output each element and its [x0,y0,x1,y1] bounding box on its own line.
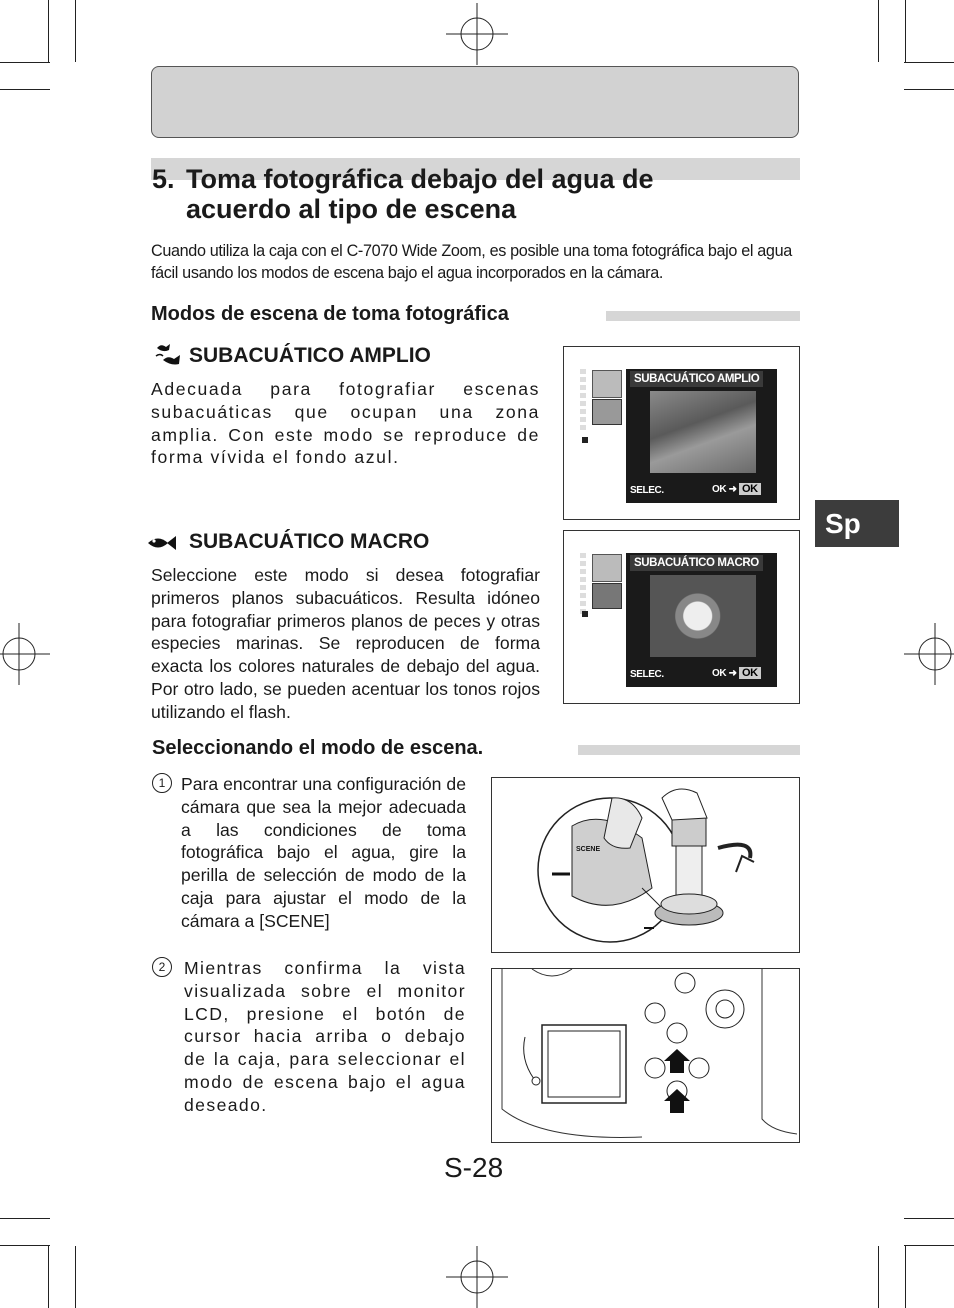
modes-heading-rule [606,311,800,321]
wide-scene-thumb-icon [592,370,622,398]
modes-heading: Modos de escena de toma fotográfica [151,303,509,325]
dial-scene-label: SCENE [576,846,601,853]
wide-lcd-ok: OK [712,484,727,495]
step-2-text: Mientras confirma la vista visualizada sobre el monitor LCD, presione el botón de cursor hacia arriba o debajo de la caja, para seleccionar el modo de escena bajo el agua deseado. [184,958,466,1115]
registration-mark-top [446,3,508,65]
chapter-header-box [151,66,799,138]
wide-underwater-icon [154,342,184,368]
macro-lcd-ok-box: OK [739,667,761,679]
macro-lcd-photo [650,575,756,657]
registration-mark-left [0,623,50,685]
macro-scene-thumb-icon [592,399,622,425]
step-1-text: Para encontrar una configuración de cámara que sea la mejor adecuada a las condiciones de toma fotográfica bajo el agua, gire la perilla de selección de modo de la caja para ajustar el modo de la cámara a [SCENE] [181,774,466,931]
macro-mode-heading: SUBACUÁTICO MACRO [189,530,430,553]
wide-scene-thumb-icon [592,554,622,582]
macro-mode-text: Seleccione este modo si desea fotografiar primeros planos subacuáticos. Resulta idóneo para fotografiar primeros planos de peces y otras especies marinas. Se reproducen de forma exacta los colores naturales de debajo del agua. Por otro lado, se pueden acentuar los tonos rojos utilizando el flash. [151,565,540,722]
macro-lcd-title: SUBACUÁTICO MACRO [630,555,763,571]
macro-lcd-screen: SUBACUÁTICO MACRO SELEC. OK ➜ OK [580,549,780,689]
wide-mode-heading: SUBACUÁTICO AMPLIO [189,344,431,367]
intro-text: Cuando utiliza la caja con el C-7070 Wide Zoom, es posible una toma fotográfica bajo el agua fácil usando los modos de escena bajo el agua incorporados en la cámara. [151,242,792,282]
buttons-illustration [491,968,800,1143]
title-number: 5. [152,164,175,194]
macro-lcd-ok: OK [712,668,727,679]
wide-lcd-title: SUBACUÁTICO AMPLIO [630,371,763,387]
select-heading-rule [578,745,800,755]
step-2 [158,957,466,1117]
wide-lcd-select: SELEC. [630,485,664,496]
page-title [152,164,792,224]
step-1 [158,773,466,933]
wide-lcd-screen: SUBACUÁTICO AMPLIO SELEC. OK ➜ OK [580,365,780,505]
dial-illustration [491,777,800,953]
wide-lcd-photo [650,391,756,473]
macro-lcd-panel [563,530,800,704]
title-line-2: acuerdo al tipo de escena [186,194,517,224]
language-tab: Sp [815,500,899,547]
select-heading: Seleccionando el modo de escena. [152,737,484,759]
registration-mark-right [904,623,954,685]
macro-scene-thumb-icon [592,583,622,609]
registration-mark-bottom [446,1246,508,1308]
macro-lcd-select: SELEC. [630,669,664,680]
title-line-1: Toma fotográfica debajo del agua de [186,164,654,194]
wide-lcd-panel [563,346,800,520]
wide-lcd-ok-box: OK [739,483,761,495]
step-1-marker: 1 [152,773,172,793]
page-number: S-28 [444,1152,504,1183]
step-2-marker: 2 [152,957,172,977]
wide-mode-text: Adecuada para fotografiar escenas subacuáticas que ocupan una zona amplia. Con este modo se reproduce de forma vívida el fondo azul. [151,379,540,468]
macro-fish-icon [146,533,178,553]
